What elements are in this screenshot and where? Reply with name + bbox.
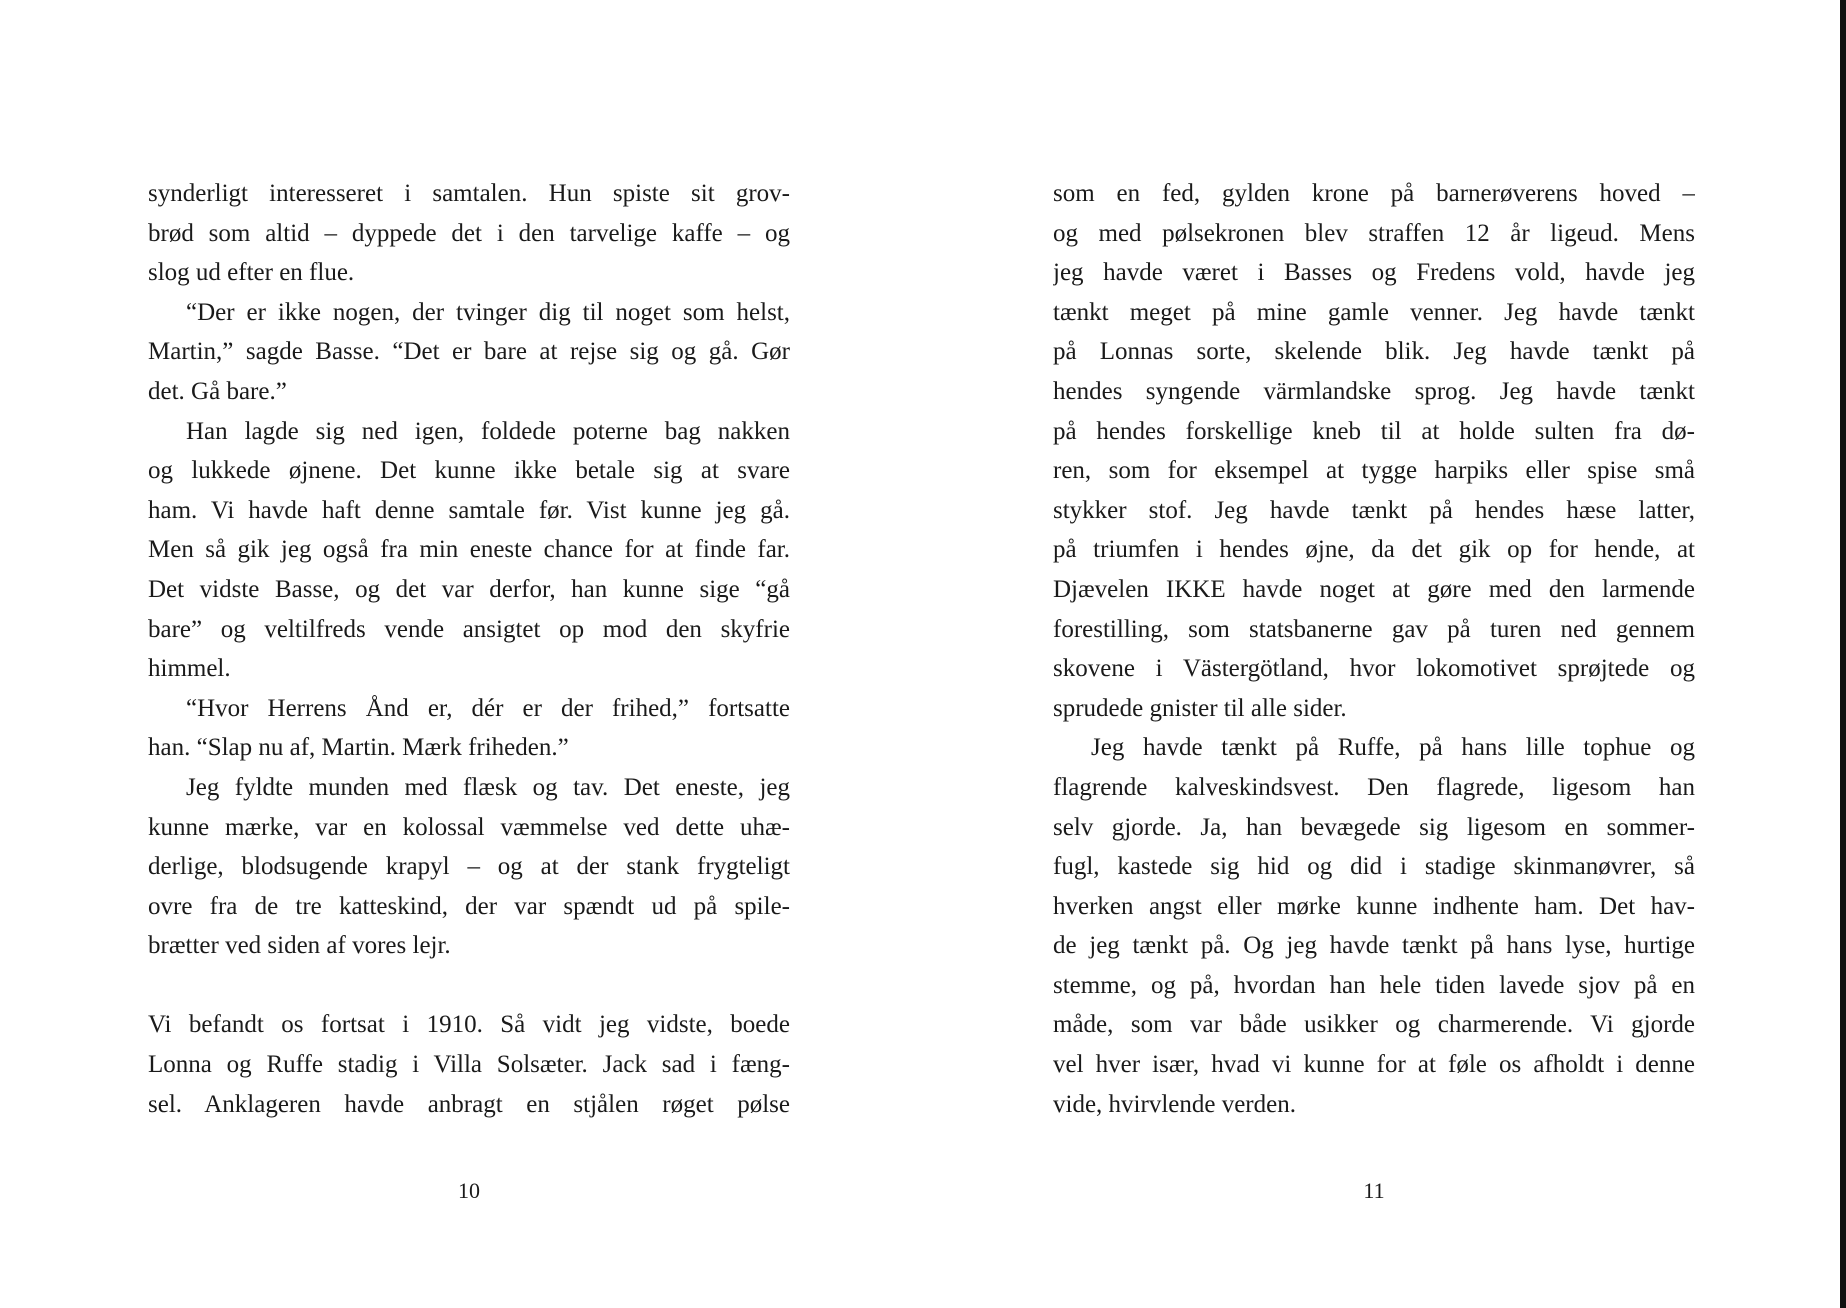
text-line: hendes syngende värmlandske sprog. Jeg havde tænkt (1053, 377, 1695, 405)
text-line: selv gjorde. Ja, han bevægede sig ligesom en sommer- (1053, 813, 1695, 841)
text-line: som en fed, gylden krone på barnerøverens hoved – (1053, 180, 1695, 207)
text-line: fugl, kastede sig hid og did i stadige skinmanøvrer, så (1053, 853, 1695, 881)
text-line: brød som altid – dyppede det i den tarvelige kaffe – og (148, 219, 790, 247)
section-break (148, 966, 790, 1006)
text-line: de jeg tænkt på. Og jeg havde tænkt på hans lyse, hurtige (1053, 932, 1695, 960)
text-line: Lonna og Ruffe stadig i Villa Solsæter. Jack sad i fæng- (148, 1051, 790, 1079)
page-edge (1840, 0, 1846, 1308)
text-line: Martin,” sagde Basse. “Det er bare at rejse sig og gå. Gør (148, 338, 790, 366)
text-line: Vi befandt os fortsat i 1910. Så vidt jeg vidste, boede (148, 1011, 790, 1039)
text-line: “Der er ikke nogen, der tvinger dig til noget som helst, (186, 298, 790, 326)
text-line: sprudede gnister til alle sider. (1053, 694, 1347, 722)
text-line: vel hver især, hvad vi kunne for at føle os afholdt i denne (1053, 1051, 1695, 1079)
text-line: ren, som for eksempel at tygge harpiks eller spise små (1053, 457, 1695, 485)
text-line: og lukkede øjnene. Det kunne ikke betale sig at svare (148, 457, 790, 485)
right-page (923, 0, 1846, 1308)
right-page-number: 11 (1363, 1178, 1385, 1203)
text-line: ovre fra de tre katteskind, der var spændt ud på spile- (148, 892, 790, 920)
text-line: tænkt meget på mine gamle venner. Jeg havde tænkt (1053, 298, 1695, 326)
text-line: himmel. (148, 655, 231, 683)
text-line: bare” og veltilfreds vende ansigtet op mod den skyfrie (148, 615, 790, 643)
text-line: Jeg havde tænkt på Ruffe, på hans lille tophue og (1091, 734, 1695, 762)
text-line: synderligt interesseret i samtalen. Hun spiste sit grov- (148, 180, 790, 207)
text-line: hverken angst eller mørke kunne indhente ham. Det hav- (1053, 892, 1695, 920)
text-line: brætter ved siden af vores lejr. (148, 932, 451, 960)
text-line: på Lonnas sorte, skelende blik. Jeg havde tænkt på (1053, 338, 1695, 366)
text-line: stykker stof. Jeg havde tænkt på hendes hæse latter, (1053, 496, 1695, 524)
text-line: måde, som var både usikker og charmerende. Vi gjorde (1053, 1011, 1695, 1039)
text-line: sel. Anklageren havde anbragt en stjålen røget pølse (148, 1090, 790, 1118)
text-line: på hendes forskellige kneb til at holde sulten fra dø- (1053, 417, 1695, 445)
left-page-text (148, 174, 790, 1124)
text-line: Djævelen IKKE havde noget at gøre med den larmende (1053, 575, 1695, 603)
text-line: kunne mærke, var en kolossal væmmelse ved dette uhæ- (148, 813, 790, 841)
left-page-number: 10 (458, 1178, 480, 1203)
text-line: Han lagde sig ned igen, foldede poterne bag nakken (186, 417, 790, 445)
text-line: ham. Vi havde haft denne samtale før. Vist kunne jeg gå. (148, 496, 790, 524)
text-line: Jeg fyldte munden med flæsk og tav. Det eneste, jeg (186, 773, 790, 801)
text-line: flagrende kalveskindsvest. Den flagrede, ligesom han (1053, 773, 1695, 801)
text-line: derlige, blodsugende krapyl – og at der stank frygteligt (148, 853, 790, 881)
text-line: på triumfen i hendes øjne, da det gik op for hende, at (1053, 536, 1695, 564)
text-line: skovene i Västergötland, hvor lokomotivet sprøjtede og (1053, 655, 1695, 683)
right-page-text (1053, 174, 1695, 1124)
text-line: slog ud efter en flue. (148, 259, 355, 287)
text-line: “Hvor Herrens Ånd er, dér er der frihed,” fortsatte (186, 694, 790, 722)
text-line: forestilling, som statsbanerne gav på turen ned gennem (1053, 615, 1695, 643)
text-line: Det vidste Basse, og det var derfor, han kunne sige “gå (148, 575, 790, 603)
text-line: han. “Slap nu af, Martin. Mærk friheden.” (148, 734, 569, 762)
text-line: Men så gik jeg også fra min eneste chance for at finde far. (148, 536, 790, 564)
text-line: og med pølsekronen blev straffen 12 år ligeud. Mens (1053, 219, 1695, 247)
text-line: jeg havde været i Basses og Fredens vold, havde jeg (1053, 259, 1695, 287)
text-line: vide, hvirvlende verden. (1053, 1090, 1296, 1118)
text-line: stemme, og på, hvordan han hele tiden lavede sjov på en (1053, 971, 1695, 999)
text-line: det. Gå bare.” (148, 377, 287, 405)
